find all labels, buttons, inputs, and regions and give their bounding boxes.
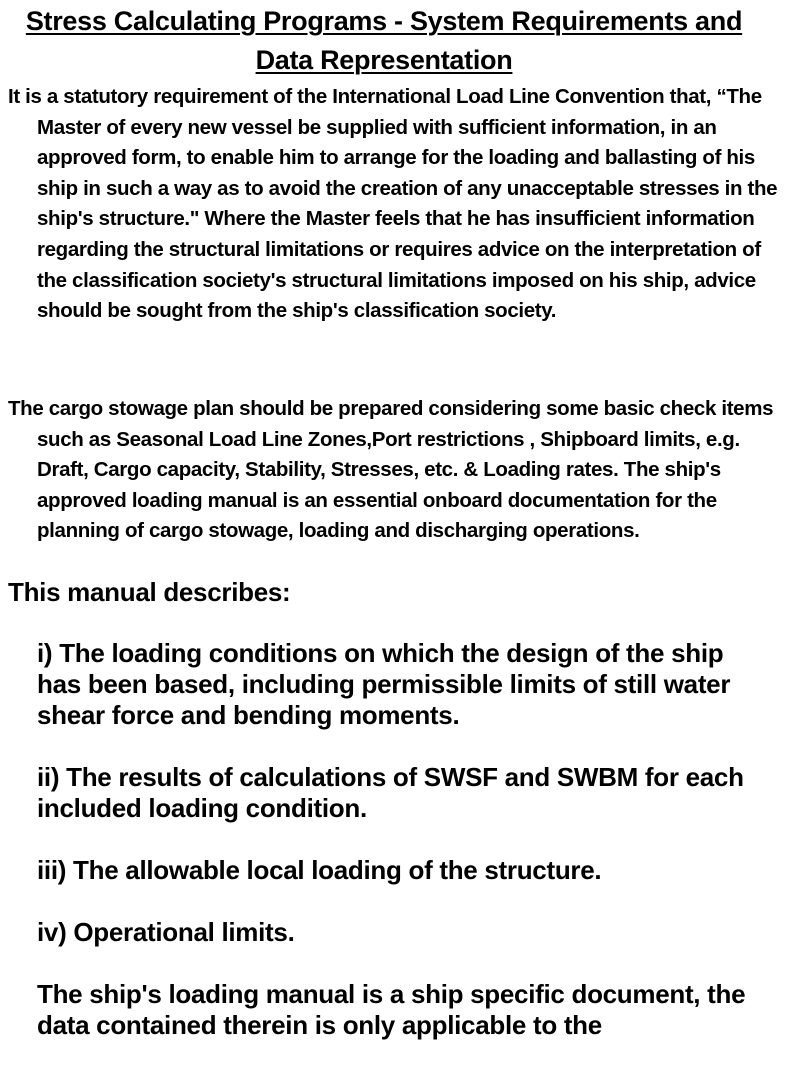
paragraph-cargo-stowage-plan: The cargo stowage plan should be prepared considering some basic check items such as Seasonal Load Line Zones,Port restrictions , Shipboard limits, e.g. Draft, Cargo capacity, Stability, Stresses, etc. & Loading rates. The ship's approved loading manual is an essential onboard documentation for the planning of cargo stowage, loading and discharging operations. [8, 397, 774, 543]
manual-contents-list [37, 638, 759, 1072]
manual-heading: This manual describes: [8, 577, 291, 607]
list-item: ii) The results of calculations of SWSF and SWBM for each included loading condition. [37, 762, 744, 823]
list-item: iv) Operational limits. [37, 917, 295, 947]
paragraph-load-line-requirement: It is a statutory requirement of the International Load Line Convention that, “The Master of every new vessel be supplied with sufficient information, in an approved form, to enable him to arrange for the loading and ballasting of his ship in such a way as to avoid the creation of any unacceptable stresses in the ship's structure." Where the Master feels that he has insufficient information regarding the structural limitations or requires advice on the interpretation of the classification society's structural limitations imposed on his ship, advice should be sought from the ship's classification society. [8, 85, 778, 323]
list-item: iii) The allowable local loading of the structure. [37, 855, 602, 885]
list-item: i) The loading conditions on which the design of the ship has been based, including permissible limits of still water shear force and bending moments. [37, 638, 731, 730]
list-item: The ship's loading manual is a ship specific document, the data contained therein is only applicable to the [37, 979, 746, 1040]
page-title: Stress Calculating Programs - System Requirements and Data Representation [25, 6, 743, 75]
